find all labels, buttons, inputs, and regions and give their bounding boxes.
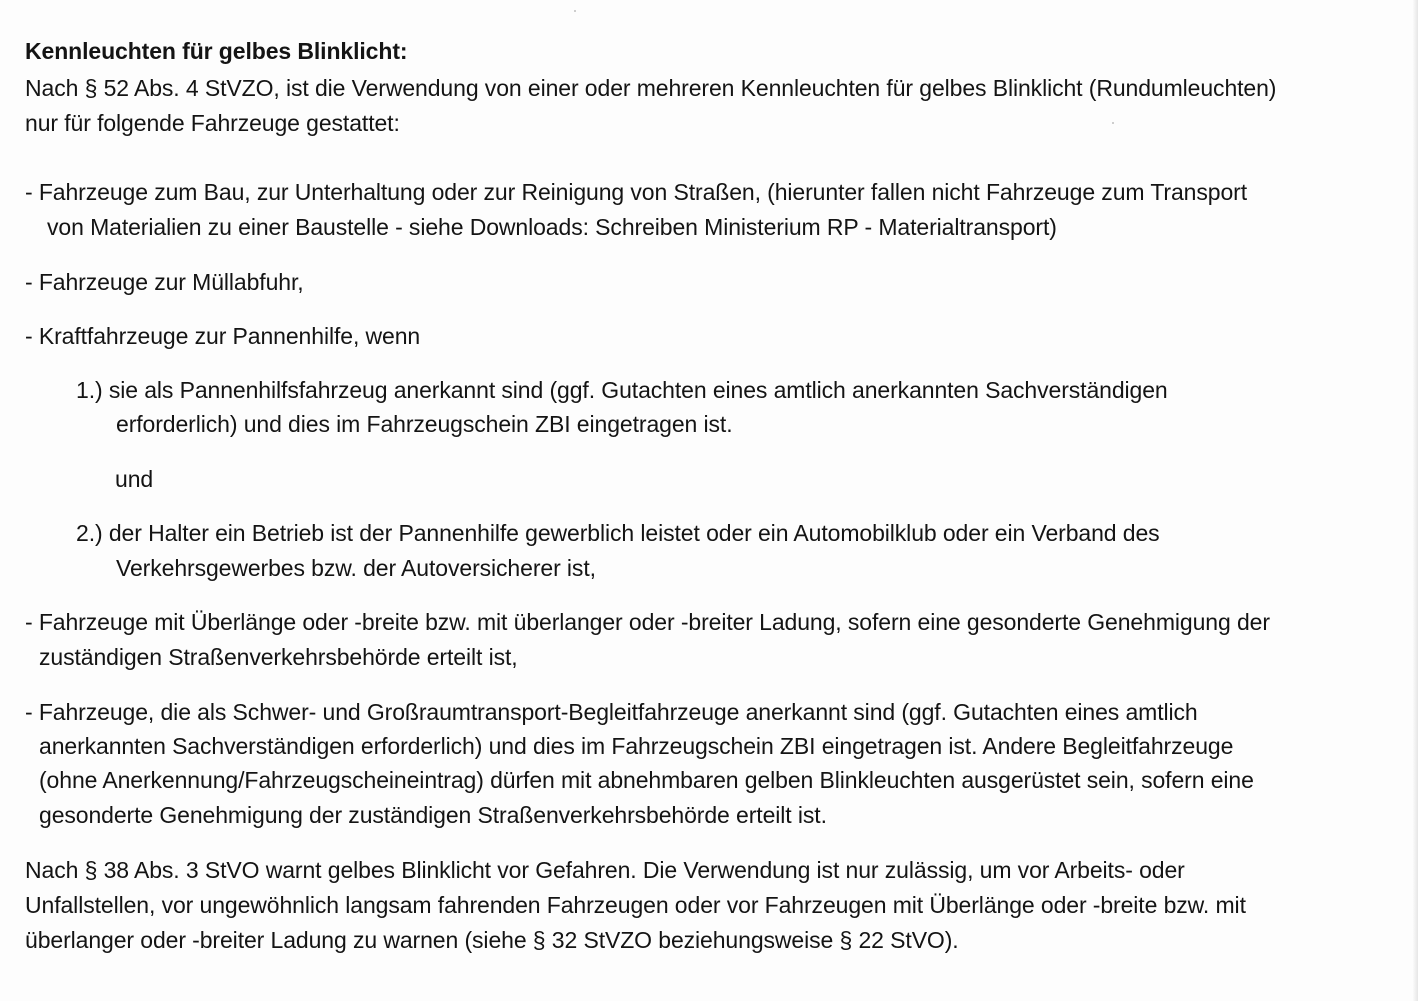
intro-line: Nach § 52 Abs. 4 StVZO, ist die Verwendung von einer oder mehreren Kennleuchten für gelbes Blinklicht (Rundumleuchten) xyxy=(25,75,1277,101)
closing-line: Unfallstellen, vor ungewöhnlich langsam fahrenden Fahrzeugen oder vor Fahrzeugen mit Überlänge oder -breite bzw. mit xyxy=(25,892,1246,918)
list-item-pannenhilfe: - Kraftfahrzeuge zur Pannenhilfe, wenn xyxy=(25,323,421,349)
condition-2-continuation: Verkehrsgewerbes bzw. der Autoversicherer ist, xyxy=(116,555,596,581)
intro-line: nur für folgende Fahrzeuge gestattet: xyxy=(25,110,400,136)
list-item-begleit: - Fahrzeuge, die als Schwer- und Großraumtransport-Begleitfahrzeuge anerkannt sind (ggf. Gutachten eines amtlich xyxy=(25,699,1198,725)
condition-2: 2.) der Halter ein Betrieb ist der Pannenhilfe gewerblich leistet oder ein Automobilklub oder ein Verband des xyxy=(76,520,1160,546)
list-item-begleit-continuation: gesonderte Genehmigung der zuständigen Straßenverkehrsbehörde erteilt ist. xyxy=(39,802,827,828)
document-heading: Kennleuchten für gelbes Blinklicht: xyxy=(25,38,408,64)
conjunction-und: und xyxy=(115,466,154,492)
list-item-bau: - Fahrzeuge zum Bau, zur Unterhaltung oder zur Reinigung von Straßen, (hierunter fallen nicht Fahrzeuge zum Transport xyxy=(25,179,1247,205)
scan-edge xyxy=(1412,0,1418,1001)
condition-1-continuation: erforderlich) und dies im Fahrzeugschein ZBI eingetragen ist. xyxy=(116,411,733,437)
closing-line: überlanger oder -breiter Ladung zu warnen (siehe § 32 StVZO beziehungsweise § 22 StVO). xyxy=(25,927,959,953)
list-item-begleit-continuation: anerkannten Sachverständigen erforderlich) und dies im Fahrzeugschein ZBI eingetragen ist. Andere Begleitfahrzeuge xyxy=(39,733,1234,759)
list-item-ueberlaenge: - Fahrzeuge mit Überlänge oder -breite bzw. mit überlanger oder -breiter Ladung, sofern eine gesonderte Genehmigung der xyxy=(25,609,1270,635)
list-item-ueberlaenge-continuation: zuständigen Straßenverkehrsbehörde erteilt ist, xyxy=(39,644,518,670)
scan-speck xyxy=(574,10,576,12)
list-item-muell: - Fahrzeuge zur Müllabfuhr, xyxy=(25,269,304,295)
scan-speck xyxy=(1112,122,1114,124)
closing-line: Nach § 38 Abs. 3 StVO warnt gelbes Blinklicht vor Gefahren. Die Verwendung ist nur zulässig, um vor Arbeits- oder xyxy=(25,857,1185,883)
list-item-begleit-continuation: (ohne Anerkennung/Fahrzeugscheineintrag) dürfen mit abnehmbaren gelben Blinkleuchten ausgerüstet sein, sofern eine xyxy=(39,767,1254,793)
condition-1: 1.) sie als Pannenhilfsfahrzeug anerkannt sind (ggf. Gutachten eines amtlich anerkannten Sachverständigen xyxy=(76,377,1168,403)
list-item-bau-continuation: von Materialien zu einer Baustelle - siehe Downloads: Schreiben Ministerium RP - Materialtransport) xyxy=(47,214,1057,240)
